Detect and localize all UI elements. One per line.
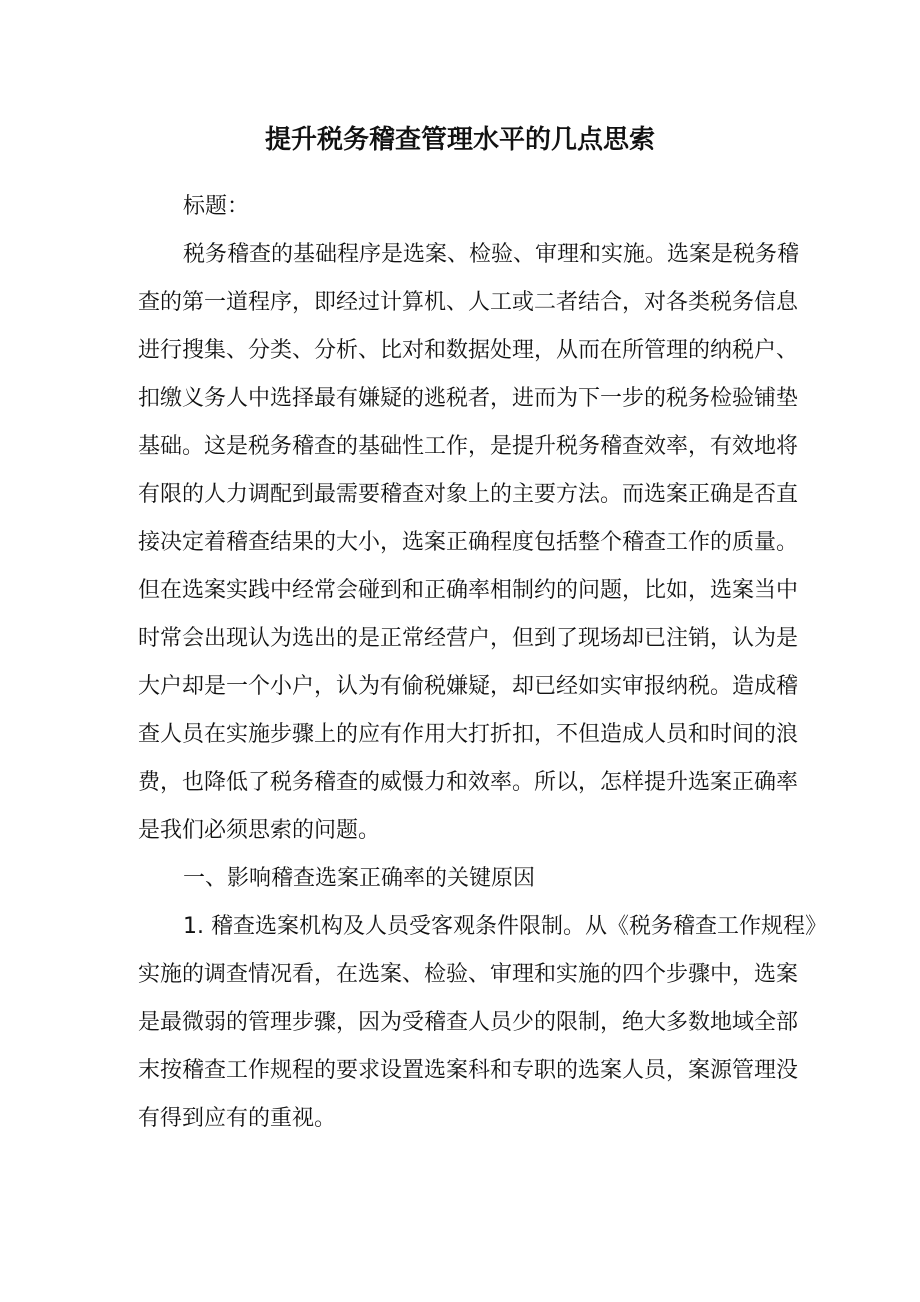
paragraph-line: 查的第一道程序，即经过计算机、人工或二者结合，对各类税务信息 — [138, 290, 799, 315]
paragraph-line: 查人员在实施步骤上的应有作用大打折扣，不但造成人员和时间的浪 — [138, 722, 799, 747]
paragraph-line: 一、影响稽查选案正确率的关键原因 — [183, 866, 536, 891]
paragraph-line: 末按稽查工作规程的要求设置选案科和专职的选案人员，案源管理没 — [138, 1058, 799, 1083]
section-heading — [138, 855, 786, 903]
document-title: 提升税务稽查管理水平的几点思索 — [264, 125, 655, 155]
paragraph-line: 时常会出现认为选出的是正常经营户，但到了现场却已注销，认为是 — [138, 626, 799, 651]
paragraph-line: 基础。这是税务稽查的基础性工作，是提升税务稽查效率，有效地将 — [138, 434, 799, 459]
paragraph-line: 有得到应有的重视。 — [138, 1106, 337, 1131]
label-line: 标题： — [183, 194, 250, 219]
paragraph — [138, 231, 800, 855]
paragraph-line: 进行搜集、分类、分析、比对和数据处理，从而在所管理的纳税户、 — [138, 338, 799, 363]
paragraph-line: 费，也降低了税务稽查的威慑力和效率。所以，怎样提升选案正确率 — [138, 770, 799, 795]
document-body — [138, 183, 827, 1143]
paragraph-line: 实施的调查情况看，在选案、检验、审理和实施的四个步骤中，选案 — [138, 962, 799, 987]
paragraph-line: 接决定着稽查结果的大小，选案正确程度包括整个稽查工作的质量。 — [138, 530, 799, 555]
paragraph-line: 是最微弱的管理步骤，因为受稽查人员少的限制，绝大多数地域全部 — [138, 1010, 799, 1035]
paragraph-line: 扣缴义务人中选择最有嫌疑的逃税者，进而为下一步的税务检验铺垫 — [138, 386, 799, 411]
paragraph-line: 有限的人力调配到最需要稽查对象上的主要方法。而选案正确是否直 — [138, 482, 799, 507]
paragraph-line: 是我们必须思索的问题。 — [138, 818, 381, 843]
paragraph-line: 但在选案实践中经常会碰到和正确率相制约的问题，比如，选案当中 — [138, 578, 799, 603]
paragraph-line: 1. 稽查选案机构及人员受客观条件限制。从《税务稽查工作规程》 — [183, 914, 827, 939]
paragraph — [138, 903, 827, 1143]
paragraph-line: 大户却是一个小户，认为有偷税嫌疑，却已经如实审报纳税。造成稽 — [138, 674, 799, 699]
paragraphs — [138, 231, 827, 1143]
paragraph-line: 税务稽查的基础程序是选案、检验、审理和实施。选案是税务稽 — [183, 242, 800, 267]
